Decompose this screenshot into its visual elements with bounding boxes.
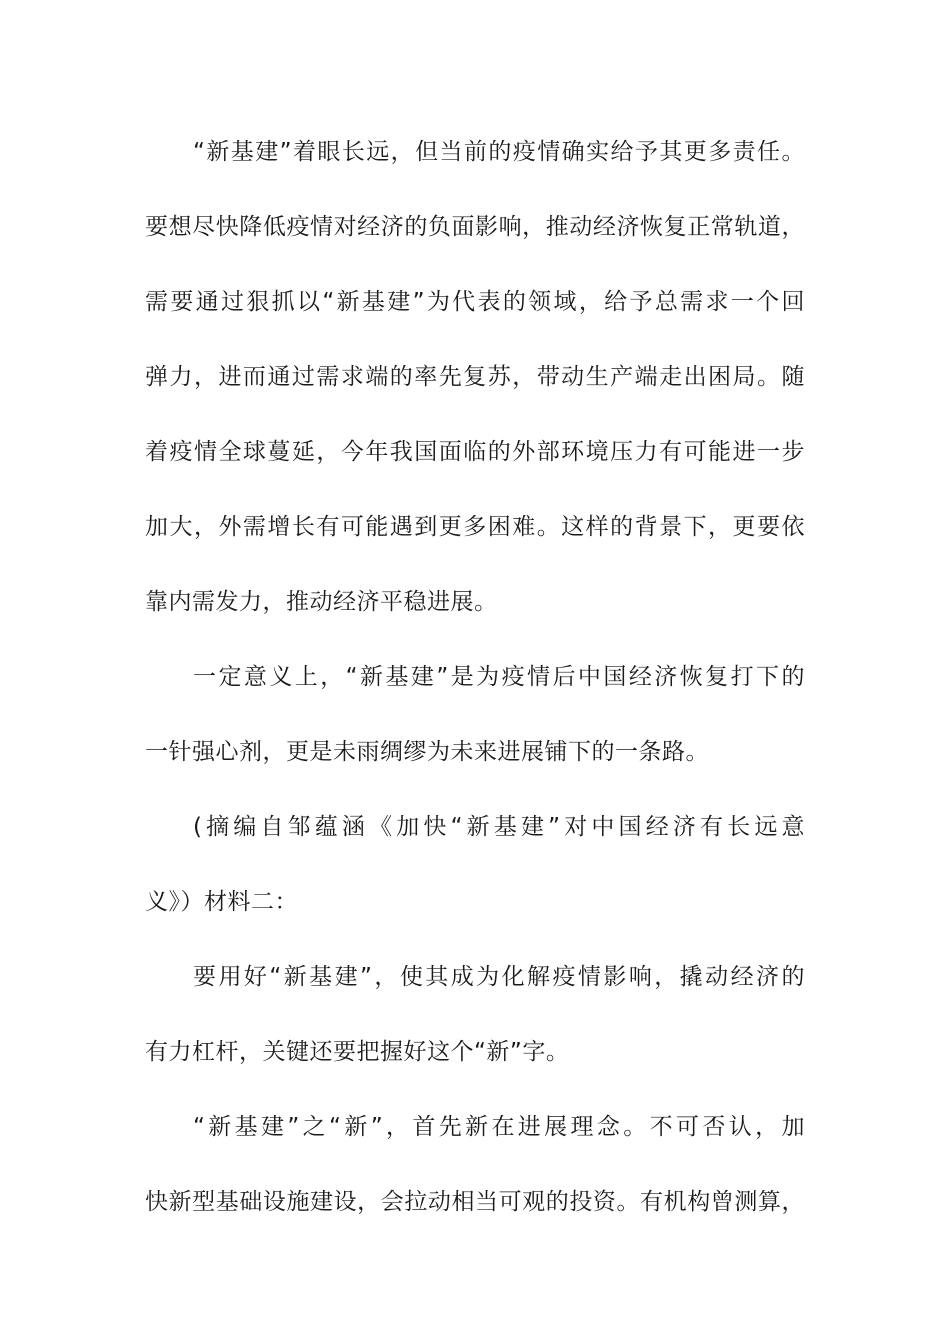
text-line: 靠内需发力，推动经济平稳进展。 bbox=[145, 589, 498, 615]
text-line: “新基建”着眼长远，但当前的疫情确实给予其更多责任。 bbox=[193, 139, 805, 165]
text-line: (摘编自邹蕴涵《加快“新基建”对中国经济有长远意 bbox=[193, 814, 805, 840]
text-line: 一定意义上，“新基建”是为疫情后中国经济恢复打下的 bbox=[193, 664, 805, 690]
text-line: 弹力，进而通过需求端的率先复苏，带动生产端走出困局。随 bbox=[145, 364, 805, 390]
text-line: 义》）材料二： bbox=[145, 889, 298, 915]
text-line: 有力杠杆，关键还要把握好这个“新”字。 bbox=[145, 1039, 570, 1065]
text-line: “新基建”之“新”，首先新在进展理念。不可否认，加 bbox=[193, 1114, 805, 1140]
text-line: 快新型基础设施建设，会拉动相当可观的投资。有机构曾测算， bbox=[145, 1189, 805, 1215]
text-line: 着疫情全球蔓延，今年我国面临的外部环境压力有可能进一步 bbox=[145, 439, 805, 465]
text-line: 需要通过狠抓以“新基建”为代表的领域，给予总需求一个回 bbox=[145, 289, 805, 315]
text-line: 一针强心剂，更是未雨绸缪为未来进展铺下的一条路。 bbox=[145, 739, 709, 765]
text-line: 要想尽快降低疫情对经济的负面影响，推动经济恢复正常轨道， bbox=[145, 214, 805, 240]
text-line: 要用好“新基建”，使其成为化解疫情影响，撬动经济的 bbox=[193, 964, 805, 990]
text-line: 加大，外需增长有可能遇到更多困难。这样的背景下，更要依 bbox=[145, 514, 805, 540]
